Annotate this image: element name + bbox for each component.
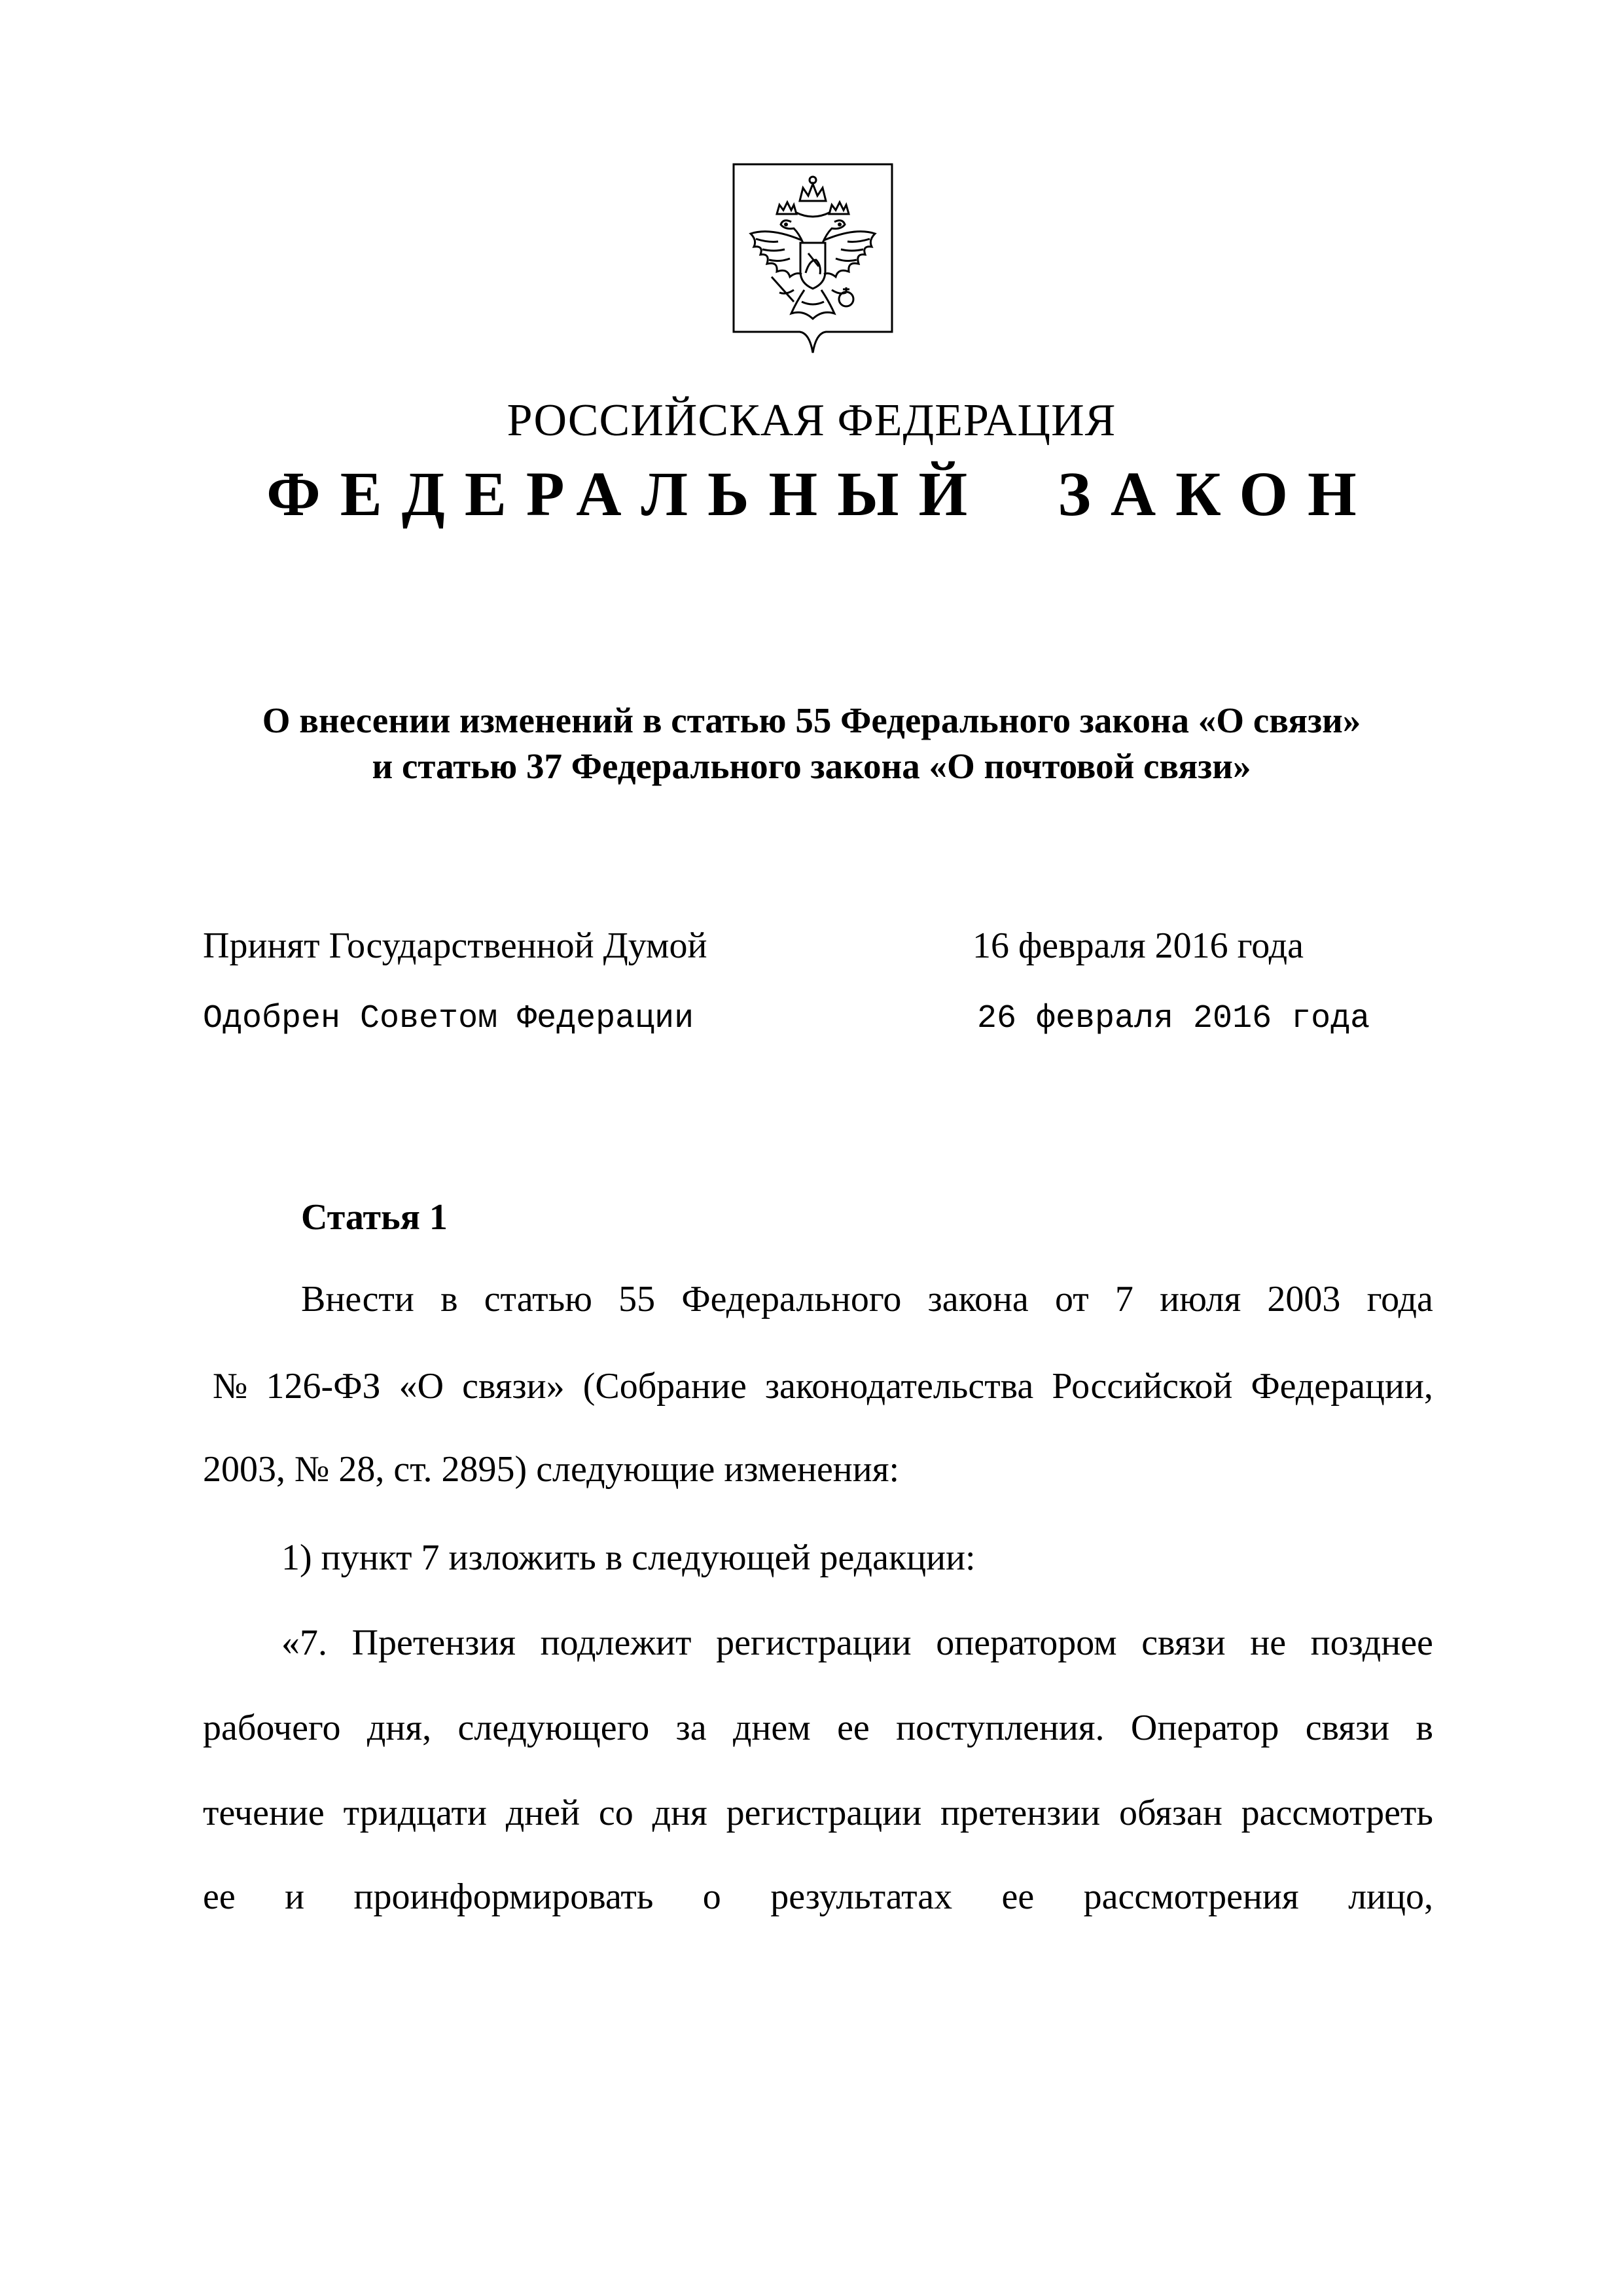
article-word: связи» — [462, 1366, 565, 1407]
adoption-row-duma — [203, 920, 1446, 972]
article-word: обязан — [1119, 1793, 1222, 1833]
adoption-body: Принят Государственной Думой — [203, 925, 707, 966]
article-word: рассмотреть — [1241, 1793, 1433, 1833]
article-word: 7 — [1115, 1279, 1133, 1319]
article-text-line — [213, 1360, 1433, 1412]
article-word: связи — [1305, 1708, 1390, 1748]
article-word: проинформировать — [353, 1876, 654, 1917]
article-word: статью — [484, 1279, 592, 1319]
article-word: о — [702, 1876, 721, 1917]
article-word: и — [285, 1876, 305, 1917]
article-text-line: 1) пункт 7 изложить в следующей редакции: — [281, 1537, 976, 1578]
article-word: течение — [203, 1793, 325, 1833]
article-text-line — [301, 1273, 1433, 1325]
article-word: связи — [1141, 1623, 1226, 1663]
article-word: со — [598, 1793, 633, 1833]
article-word: (Собрание — [582, 1366, 747, 1407]
article-word: регистрации — [716, 1623, 912, 1663]
article-word: ее — [1001, 1876, 1035, 1917]
article-word: Претензия — [351, 1623, 516, 1663]
article-word: Федерации, — [1251, 1366, 1433, 1407]
adoption-body: Одобрен Советом Федерации — [203, 1000, 694, 1037]
article-word: оператором — [936, 1623, 1117, 1663]
article-word: не — [1250, 1623, 1287, 1663]
article-word: подлежит — [540, 1623, 692, 1663]
article-word: закона — [927, 1279, 1029, 1319]
article-word: тридцати — [343, 1793, 487, 1833]
country-name: РОССИЙСКАЯ ФЕДЕРАЦИЯ — [507, 395, 1116, 446]
article-word: претензии — [940, 1793, 1101, 1833]
article-word: за — [675, 1708, 707, 1748]
article-text-line: 2003, № 28, ст. 2895) следующие изменения: — [203, 1449, 900, 1490]
article-word: ее — [203, 1876, 236, 1917]
article-text-line — [203, 1702, 1433, 1754]
article-word: июля — [1160, 1279, 1241, 1319]
article-word: в — [1416, 1708, 1433, 1748]
law-title-line: и статью 37 Федерального закона «О почтовой связи» — [372, 746, 1251, 786]
article-word: лицо, — [1348, 1876, 1433, 1917]
article-word: рассмотрения — [1083, 1876, 1299, 1917]
article-word: ее — [837, 1708, 870, 1748]
adoption-date: 26 февраля 2016 года — [977, 1000, 1370, 1037]
article-word: «О — [399, 1366, 444, 1407]
article-word: 2003 — [1267, 1279, 1341, 1319]
article-text-line — [203, 1871, 1433, 1923]
article-word: дня, — [366, 1708, 432, 1748]
article-word: № — [213, 1366, 248, 1407]
article-word: результатах — [770, 1876, 953, 1917]
russian-coat-of-arms-icon — [731, 162, 895, 358]
article-word: поступления. — [896, 1708, 1105, 1748]
document-type: ФЕДЕРАЛЬНЫЙ ЗАКОН — [266, 459, 1376, 529]
article-word: позднее — [1310, 1623, 1433, 1663]
article-word: в — [440, 1279, 458, 1319]
article-word: Российской — [1052, 1366, 1233, 1407]
article-text-line — [281, 1617, 1433, 1669]
article-word: Федерального — [681, 1279, 902, 1319]
article-word: Оператор — [1130, 1708, 1279, 1748]
article-word: дней — [505, 1793, 580, 1833]
adoption-date: 16 февраля 2016 года — [972, 925, 1304, 966]
article-word: днем — [732, 1708, 811, 1748]
article-word: регистрации — [726, 1793, 922, 1833]
article-word: следующего — [457, 1708, 650, 1748]
law-title-line: О внесении изменений в статью 55 Федерального закона «О связи» — [262, 700, 1361, 740]
article-word: Внести — [301, 1279, 414, 1319]
law-title — [0, 698, 1623, 789]
article-word: года — [1366, 1279, 1433, 1319]
article-word: от — [1054, 1279, 1089, 1319]
article-word: рабочего — [203, 1708, 341, 1748]
article-word: «7. — [281, 1623, 327, 1663]
article-word: законодательства — [764, 1366, 1034, 1407]
adoption-row-council — [203, 993, 1446, 1045]
article-word: дня — [652, 1793, 707, 1833]
article-text-line — [203, 1787, 1433, 1839]
article-word: 126-ФЗ — [266, 1366, 381, 1407]
article-heading: Статья 1 — [301, 1197, 448, 1238]
article-word: 55 — [618, 1279, 656, 1319]
